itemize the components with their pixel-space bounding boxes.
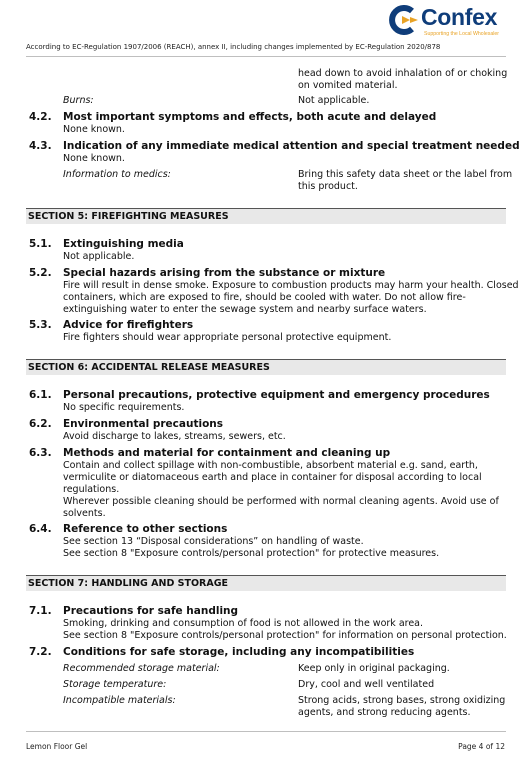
subsection-body: Contain and collect spillage with non-combustible, absorbent material e.g. sand, earth, vermiculite or diatomaceous earth and place in container for disposal according to local regulations. Wherever possible cleaning should be performed with normal cleaning agents. Avoid use of solvents.: [63, 460, 499, 519]
confex-logo: [388, 5, 513, 39]
footer-product-name: Lemon Floor Gel: [26, 742, 88, 751]
section-number: 6.2.: [29, 418, 52, 430]
section-title: SECTION 5: FIREFIGHTING MEASURES: [28, 211, 229, 222]
section-number: 6.4.: [29, 523, 52, 535]
section-number: 5.3.: [29, 319, 52, 331]
subsection-body: No specific requirements.: [63, 402, 185, 413]
subsection-body: None known.: [63, 124, 125, 135]
subsection-body: Fire fighters should wear appropriate personal protective equipment.: [63, 332, 392, 343]
subsection-body: See section 13 “Disposal considerations” on handling of waste. See section 8 "Exposure controls/personal protection" for protective measures.: [63, 536, 440, 559]
subsection-heading: Most important symptoms and effects, both acute and delayed: [63, 111, 437, 123]
subsection-heading: Precautions for safe handling: [63, 605, 239, 617]
incompatible-materials-value: Strong acids, strong bases, strong oxidizing agents, and strong reducing agents.: [298, 695, 506, 718]
subsection-body: Avoid discharge to lakes, streams, sewers, etc.: [63, 431, 286, 442]
subsection-body: Fire will result in dense smoke. Exposure to combustion products may harm your health. Closed containers, which are exposed to fire, should be cooled with water. Do not allow fire- extinguishing water to enter the sewage system and nearby surface waters.: [63, 280, 519, 315]
brand-tagline: Supporting the Local Wholesaler: [424, 31, 499, 37]
burns-value: Not applicable.: [298, 95, 370, 106]
subsection-heading: Indication of any immediate medical attention and special treatment needed: [63, 140, 520, 152]
subsection-heading: Advice for firefighters: [63, 319, 194, 331]
subsection-body: None known.: [63, 153, 125, 164]
section-header: [26, 208, 506, 224]
regulation-note: According to EC-Regulation 1907/2006 (REACH), annex II, including changes implemented by EC-Regulation 2020/878: [26, 43, 441, 51]
section-number: 5.2.: [29, 267, 52, 279]
section-title: SECTION 6: ACCIDENTAL RELEASE MEASURES: [28, 362, 270, 373]
storage-temperature-label: Storage temperature:: [63, 679, 167, 690]
section-title: SECTION 7: HANDLING AND STORAGE: [28, 578, 229, 589]
medics-value: Bring this safety data sheet or the label from this product.: [298, 169, 513, 192]
continued-text: head down to avoid inhalation of or choking on vomited material.: [298, 68, 508, 91]
storage-temperature-value: Dry, cool and well ventilated: [298, 679, 435, 690]
section-number: 4.2.: [29, 111, 52, 123]
section-header: [26, 575, 506, 591]
section-number: 5.1.: [29, 238, 52, 250]
confex-logo-icon: [388, 5, 418, 35]
section-header: [26, 359, 506, 375]
section-number: 6.3.: [29, 447, 52, 459]
section-number: 7.1.: [29, 605, 52, 617]
subsection-heading: Personal precautions, protective equipment and emergency procedures: [63, 389, 490, 401]
subsection-heading: Special hazards arising from the substance or mixture: [63, 267, 386, 279]
page-number: Page 4 of 12: [458, 742, 505, 751]
footer-divider: [26, 731, 506, 732]
burns-label: Burns:: [63, 95, 94, 106]
section-number: 7.2.: [29, 646, 52, 658]
subsection-heading: Conditions for safe storage, including any incompatibilities: [63, 646, 415, 658]
header-divider: [26, 56, 506, 57]
storage-material-label: Recommended storage material:: [63, 663, 220, 674]
subsection-heading: Methods and material for containment and cleaning up: [63, 447, 391, 459]
storage-material-value: Keep only in original packaging.: [298, 663, 450, 674]
section-number: 6.1.: [29, 389, 52, 401]
subsection-body: Smoking, drinking and consumption of food is not allowed in the work area. See section 8 "Exposure controls/personal protection" for information on personal protection.: [63, 618, 507, 641]
brand-name: Confex: [421, 4, 498, 30]
subsection-heading: Environmental precautions: [63, 418, 224, 430]
subsection-body: Not applicable.: [63, 251, 135, 262]
incompatible-materials-label: Incompatible materials:: [63, 695, 176, 706]
subsection-heading: Reference to other sections: [63, 523, 228, 535]
medics-label: Information to medics:: [63, 169, 171, 180]
subsection-heading: Extinguishing media: [63, 238, 184, 250]
section-number: 4.3.: [29, 140, 52, 152]
